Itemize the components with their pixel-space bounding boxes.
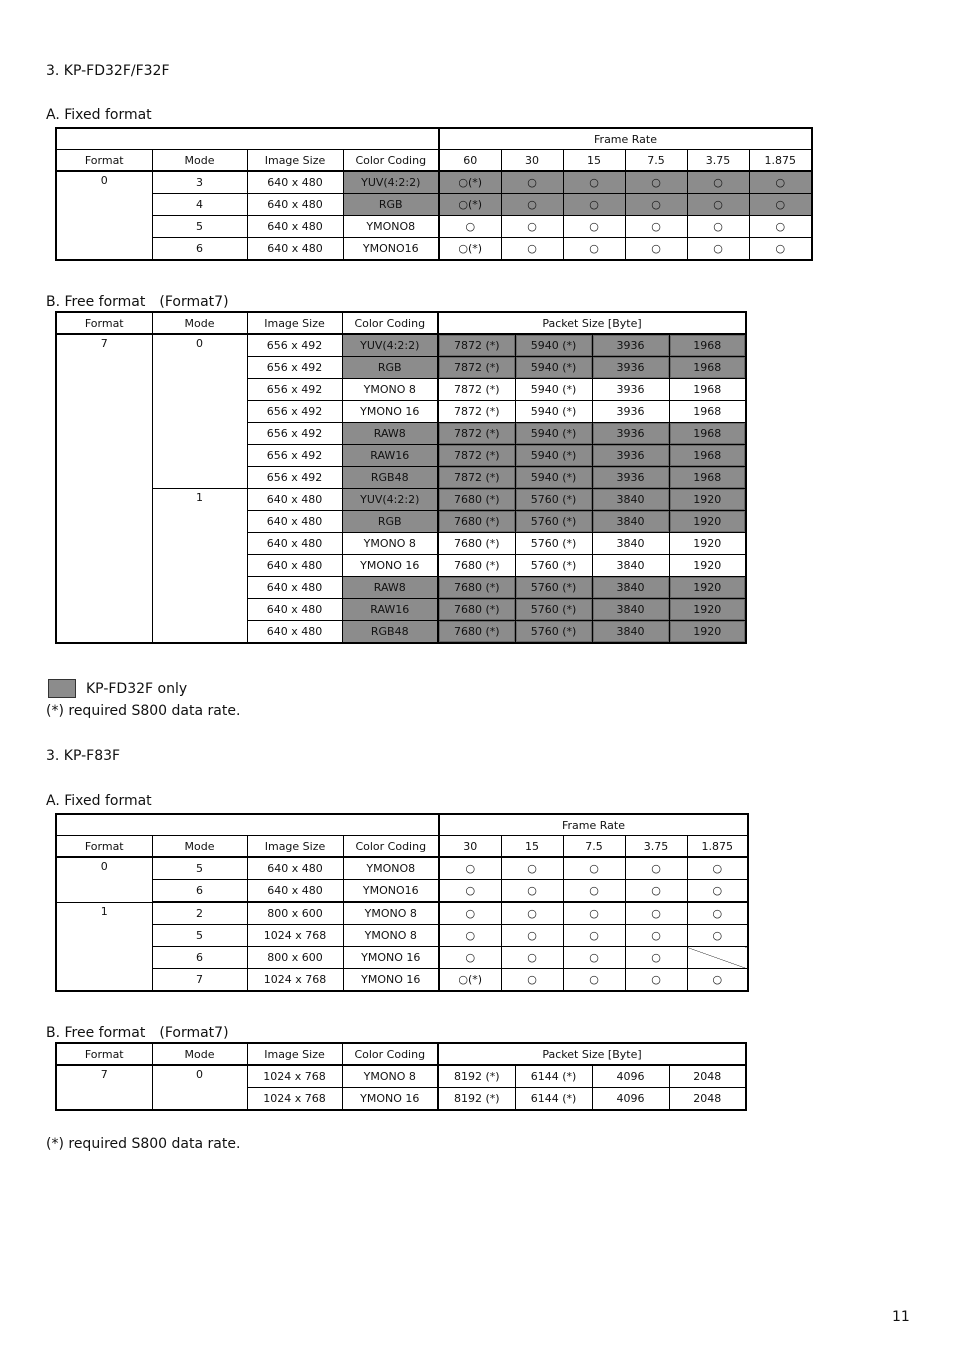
coding-cell: YMONO 8 (343, 925, 439, 947)
packet-size-cell: 7872 (*) (438, 423, 515, 445)
packet-size-cell: 5760 (*) (515, 621, 592, 644)
header-image-size: Image Size (247, 150, 343, 172)
packet-size-cell: 3936 (592, 467, 669, 489)
packet-size-cell: 7872 (*) (438, 334, 515, 357)
header-color-coding: Color Coding (342, 312, 438, 334)
table-row (56, 1065, 746, 1088)
size-cell: 640 x 480 (247, 621, 342, 644)
packet-size-cell: 1968 (669, 423, 746, 445)
packet-size-cell: 3936 (592, 334, 669, 357)
header-mode: Mode (152, 312, 247, 334)
packet-size-cell: 5940 (*) (515, 334, 592, 357)
packet-size-cell: 3840 (592, 621, 669, 644)
header-rate: 15 (501, 836, 563, 858)
packet-size-cell: 5760 (*) (515, 555, 592, 577)
packet-size-cell: 1968 (669, 467, 746, 489)
coding-cell: RGB48 (342, 621, 438, 644)
packet-size-cell: 6144 (*) (515, 1088, 592, 1111)
coding-cell: YUV(4:2:2) (342, 334, 438, 357)
header-rate: 1.875 (749, 150, 812, 172)
header-rate: 30 (501, 150, 563, 172)
coding-cell: RAW8 (342, 577, 438, 599)
size-cell: 1024 x 768 (247, 925, 343, 947)
free-format-title: B. Free format (Format7) (46, 1025, 229, 1041)
rate-cell: ○ (687, 880, 748, 903)
packet-size-cell: 4096 (592, 1065, 669, 1088)
coding-cell: RGB (343, 194, 439, 216)
size-cell: 656 x 492 (247, 334, 342, 357)
rate-cell: ○ (687, 969, 748, 992)
header-rate: 60 (439, 150, 501, 172)
rate-cell: ○ (625, 902, 687, 925)
rate-cell: ○ (563, 216, 625, 238)
header-rate: 30 (439, 836, 501, 858)
packet-size-cell: 7680 (*) (438, 533, 515, 555)
packet-size-cell: 7680 (*) (438, 621, 515, 644)
page-number: 11 (892, 1309, 910, 1325)
rate-cell: ○ (501, 969, 563, 992)
coding-cell: RAW8 (342, 423, 438, 445)
rate-cell: ○ (563, 925, 625, 947)
free-format-table-1 (55, 311, 747, 644)
coding-cell: YMONO8 (343, 216, 439, 238)
size-cell: 640 x 480 (247, 577, 342, 599)
packet-size-cell: 3936 (592, 357, 669, 379)
rate-cell: ○ (563, 194, 625, 216)
rate-cell: ○ (563, 902, 625, 925)
coding-cell: YUV(4:2:2) (343, 171, 439, 194)
packet-size-cell: 7680 (*) (438, 555, 515, 577)
header-rate: 1.875 (687, 836, 748, 858)
rate-cell: ○ (563, 947, 625, 969)
coding-cell: YMONO 16 (342, 555, 438, 577)
packet-size-cell: 6144 (*) (515, 1065, 592, 1088)
table-row (56, 969, 748, 992)
rate-cell: ○ (749, 171, 812, 194)
mode-cell: 0 (152, 334, 247, 489)
size-cell: 656 x 492 (247, 379, 342, 401)
size-cell: 640 x 480 (247, 880, 343, 903)
size-cell: 640 x 480 (247, 489, 342, 511)
rate-cell: ○ (501, 925, 563, 947)
packet-size-cell: 3840 (592, 511, 669, 533)
fixed-format-table-2 (55, 813, 749, 992)
packet-size-cell: 8192 (*) (438, 1088, 515, 1111)
packet-size-cell: 3840 (592, 577, 669, 599)
legend-swatch (48, 679, 76, 698)
header-mode: Mode (152, 150, 247, 172)
packet-size-cell: 7872 (*) (438, 401, 515, 423)
header-image-size: Image Size (247, 1043, 342, 1065)
header-rate: 15 (563, 150, 625, 172)
frame-rate-header: Frame Rate (439, 128, 812, 150)
coding-cell: YMONO 16 (342, 1088, 438, 1111)
packet-size-cell: 1920 (669, 489, 746, 511)
coding-cell: RGB (342, 357, 438, 379)
size-cell: 1024 x 768 (247, 1065, 342, 1088)
header-rate: 7.5 (563, 836, 625, 858)
header-color-coding: Color Coding (343, 150, 439, 172)
packet-size-cell: 5940 (*) (515, 467, 592, 489)
format-cell: 1 (56, 902, 152, 991)
packet-size-cell: 3840 (592, 599, 669, 621)
packet-size-cell: 7872 (*) (438, 379, 515, 401)
coding-cell: YMONO16 (343, 238, 439, 261)
coding-cell: RAW16 (342, 599, 438, 621)
rate-cell: ○ (625, 216, 687, 238)
packet-size-cell: 5940 (*) (515, 357, 592, 379)
packet-size-cell: 5940 (*) (515, 445, 592, 467)
rate-cell: ○(*) (439, 969, 501, 992)
coding-cell: YMONO16 (343, 880, 439, 903)
header-packet-size: Packet Size [Byte] (438, 312, 746, 334)
mode-cell: 6 (152, 880, 247, 903)
packet-size-cell: 5760 (*) (515, 577, 592, 599)
header-rate: 7.5 (625, 150, 687, 172)
packet-size-cell: 1920 (669, 577, 746, 599)
coding-cell: YMONO 16 (343, 969, 439, 992)
packet-size-cell: 1920 (669, 533, 746, 555)
format-cell: 0 (56, 857, 152, 902)
rate-cell: ○ (625, 238, 687, 261)
header-mode: Mode (152, 836, 247, 858)
mode-cell: 5 (152, 216, 247, 238)
size-cell: 640 x 480 (247, 216, 343, 238)
rate-cell: ○ (687, 216, 749, 238)
packet-size-cell: 7680 (*) (438, 599, 515, 621)
table-row (56, 880, 748, 903)
fixed-format-title: A. Fixed format (46, 793, 152, 809)
packet-size-cell: 5940 (*) (515, 379, 592, 401)
size-cell: 656 x 492 (247, 357, 342, 379)
size-cell: 640 x 480 (247, 599, 342, 621)
table-row (56, 194, 812, 216)
coding-cell: YMONO 16 (343, 947, 439, 969)
rate-cell: ○ (625, 880, 687, 903)
coding-cell: YUV(4:2:2) (342, 489, 438, 511)
size-cell: 800 x 600 (247, 902, 343, 925)
packet-size-cell: 3936 (592, 401, 669, 423)
header-color-coding: Color Coding (342, 1043, 438, 1065)
rate-cell: ○ (439, 880, 501, 903)
size-cell: 640 x 480 (247, 533, 342, 555)
rate-cell: ○ (501, 171, 563, 194)
packet-size-cell: 3840 (592, 555, 669, 577)
mode-cell: 3 (152, 171, 247, 194)
size-cell: 800 x 600 (247, 947, 343, 969)
packet-size-cell: 1968 (669, 445, 746, 467)
footnote: (*) required S800 data rate. (46, 1136, 241, 1152)
rate-cell: ○ (501, 902, 563, 925)
packet-size-cell: 5940 (*) (515, 423, 592, 445)
table-row (56, 238, 812, 261)
rate-cell: ○ (501, 216, 563, 238)
header-format: Format (56, 312, 152, 334)
coding-cell: YMONO 8 (343, 902, 439, 925)
rate-cell: ○ (439, 216, 501, 238)
packet-size-cell: 1920 (669, 511, 746, 533)
coding-cell: YMONO 8 (342, 379, 438, 401)
packet-size-cell: 7680 (*) (438, 577, 515, 599)
mode-cell: 5 (152, 857, 247, 880)
coding-cell: RGB (342, 511, 438, 533)
size-cell: 640 x 480 (247, 555, 342, 577)
table-row (56, 902, 748, 925)
size-cell: 656 x 492 (247, 445, 342, 467)
rate-cell: ○ (563, 880, 625, 903)
mode-cell: 6 (152, 238, 247, 261)
rate-cell: ○(*) (439, 194, 501, 216)
header-image-size: Image Size (247, 836, 343, 858)
packet-size-cell: 8192 (*) (438, 1065, 515, 1088)
packet-size-cell: 1920 (669, 599, 746, 621)
header-format: Format (56, 150, 152, 172)
rate-cell: ○ (563, 238, 625, 261)
header-packet-size: Packet Size [Byte] (438, 1043, 746, 1065)
legend-label: KP-FD32F only (86, 681, 188, 697)
rate-cell: ○ (687, 238, 749, 261)
rate-cell: ○ (687, 902, 748, 925)
header-mode: Mode (152, 1043, 247, 1065)
table-row (56, 216, 812, 238)
size-cell: 1024 x 768 (247, 969, 343, 992)
fixed-format-title: A. Fixed format (46, 107, 152, 123)
header-color-coding: Color Coding (343, 836, 439, 858)
size-cell: 656 x 492 (247, 401, 342, 423)
coding-cell: RGB48 (342, 467, 438, 489)
free-format-title: B. Free format (Format7) (46, 294, 229, 310)
fixed-format-table-1 (55, 127, 813, 261)
size-cell: 640 x 480 (247, 511, 342, 533)
packet-size-cell: 1920 (669, 621, 746, 644)
size-cell: 656 x 492 (247, 423, 342, 445)
packet-size-cell: 7680 (*) (438, 489, 515, 511)
section-title-kp-fd32f: 3. KP-FD32F/F32F (46, 63, 170, 79)
format-cell: 7 (56, 1065, 152, 1110)
coding-cell: YMONO 16 (342, 401, 438, 423)
packet-size-cell: 1968 (669, 379, 746, 401)
rate-cell: ○ (749, 194, 812, 216)
rate-cell: ○ (501, 238, 563, 261)
mode-cell: 4 (152, 194, 247, 216)
rate-cell: ○(*) (439, 171, 501, 194)
free-format-table-2 (55, 1042, 747, 1111)
mode-cell: 1 (152, 489, 247, 644)
mode-cell: 0 (152, 1065, 247, 1110)
rate-cell: ○ (749, 238, 812, 261)
rate-cell: ○ (625, 194, 687, 216)
coding-cell: RAW16 (342, 445, 438, 467)
packet-size-cell: 3936 (592, 445, 669, 467)
rate-cell: ○ (625, 969, 687, 992)
format-cell: 0 (56, 171, 152, 260)
rate-cell: ○ (687, 171, 749, 194)
packet-size-cell: 1920 (669, 555, 746, 577)
packet-size-cell: 3936 (592, 379, 669, 401)
rate-cell: ○ (563, 857, 625, 880)
packet-size-cell: 5760 (*) (515, 511, 592, 533)
rate-cell: ○ (501, 194, 563, 216)
size-cell: 1024 x 768 (247, 1088, 342, 1111)
footnote: (*) required S800 data rate. (46, 703, 241, 719)
rate-cell: ○ (439, 925, 501, 947)
mode-cell: 5 (152, 925, 247, 947)
rate-cell: ○ (563, 171, 625, 194)
header-format: Format (56, 836, 152, 858)
frame-rate-header: Frame Rate (439, 814, 748, 836)
coding-cell: YMONO 8 (342, 1065, 438, 1088)
table-row (56, 857, 748, 880)
rate-cell: ○(*) (439, 238, 501, 261)
blank-header-cell (56, 814, 439, 836)
packet-size-cell: 2048 (669, 1065, 746, 1088)
coding-cell: YMONO 8 (342, 533, 438, 555)
packet-size-cell: 5940 (*) (515, 401, 592, 423)
packet-size-cell: 4096 (592, 1088, 669, 1111)
table-row (56, 947, 748, 969)
rate-cell: ○ (563, 969, 625, 992)
rate-cell: ○ (625, 171, 687, 194)
rate-cell: ○ (501, 857, 563, 880)
table-row (56, 925, 748, 947)
format-cell: 7 (56, 334, 152, 643)
packet-size-cell: 1968 (669, 401, 746, 423)
table-row (56, 171, 812, 194)
rate-cell: ○ (625, 857, 687, 880)
rate-cell: ○ (501, 880, 563, 903)
size-cell: 640 x 480 (247, 857, 343, 880)
rate-cell: ○ (501, 947, 563, 969)
header-image-size: Image Size (247, 312, 342, 334)
header-rate: 3.75 (625, 836, 687, 858)
rate-cell: ○ (625, 947, 687, 969)
table-row (56, 489, 746, 511)
mode-cell: 6 (152, 947, 247, 969)
blank-header-cell (56, 128, 439, 150)
mode-cell: 2 (152, 902, 247, 925)
packet-size-cell: 5760 (*) (515, 489, 592, 511)
packet-size-cell: 5760 (*) (515, 599, 592, 621)
header-rate: 3.75 (687, 150, 749, 172)
packet-size-cell: 2048 (669, 1088, 746, 1111)
table-row (56, 334, 746, 357)
packet-size-cell: 3840 (592, 489, 669, 511)
size-cell: 640 x 480 (247, 171, 343, 194)
rate-cell: ○ (439, 857, 501, 880)
packet-size-cell: 7872 (*) (438, 357, 515, 379)
packet-size-cell: 3936 (592, 423, 669, 445)
coding-cell: YMONO8 (343, 857, 439, 880)
rate-cell: ○ (439, 947, 501, 969)
rate-cell: ○ (625, 925, 687, 947)
packet-size-cell: 7872 (*) (438, 467, 515, 489)
rate-cell: ○ (687, 194, 749, 216)
packet-size-cell: 3840 (592, 533, 669, 555)
rate-cell: ○ (439, 902, 501, 925)
packet-size-cell: 7872 (*) (438, 445, 515, 467)
mode-cell: 7 (152, 969, 247, 992)
rate-cell: ○ (749, 216, 812, 238)
packet-size-cell: 5760 (*) (515, 533, 592, 555)
section-title-kp-f83f: 3. KP-F83F (46, 748, 121, 764)
not-supported-cell (687, 947, 748, 969)
rate-cell: ○ (687, 857, 748, 880)
packet-size-cell: 7680 (*) (438, 511, 515, 533)
size-cell: 640 x 480 (247, 194, 343, 216)
header-format: Format (56, 1043, 152, 1065)
packet-size-cell: 1968 (669, 334, 746, 357)
size-cell: 656 x 492 (247, 467, 342, 489)
rate-cell: ○ (687, 925, 748, 947)
size-cell: 640 x 480 (247, 238, 343, 261)
packet-size-cell: 1968 (669, 357, 746, 379)
